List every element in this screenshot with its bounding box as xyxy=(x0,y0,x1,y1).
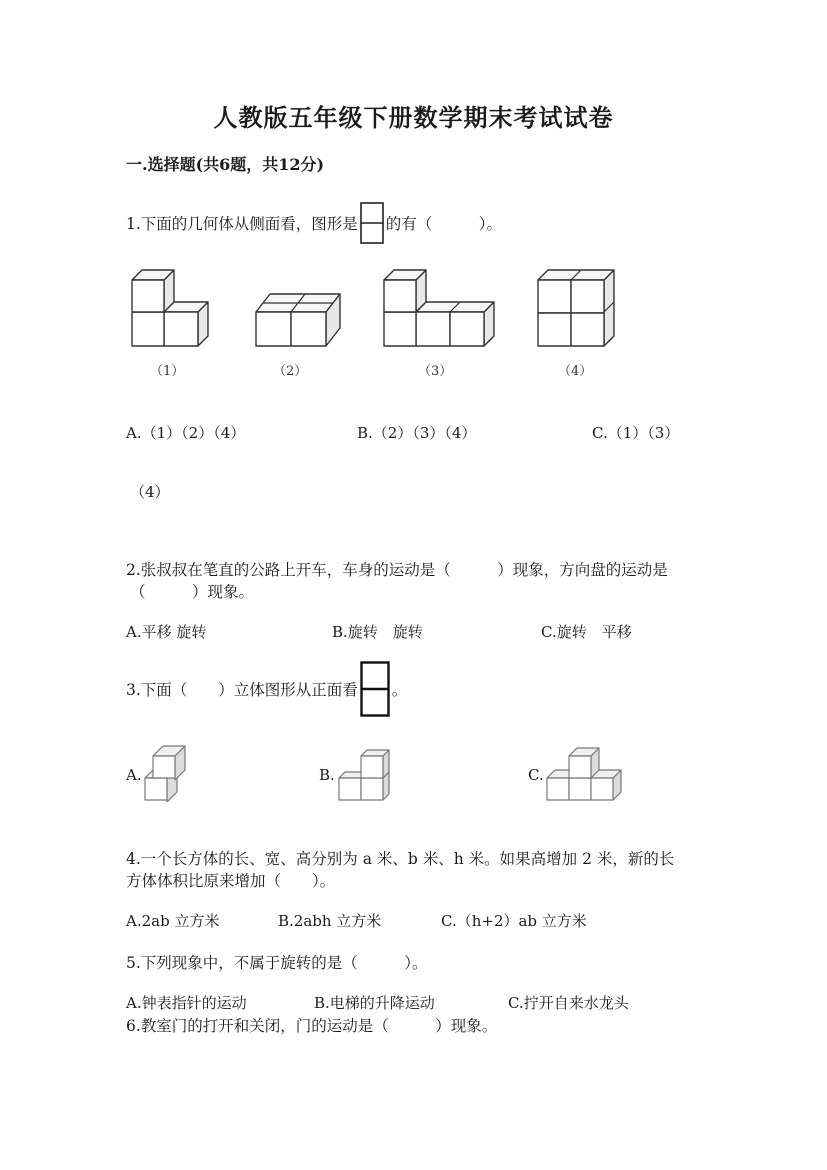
question-5-stem: 5.下列现象中，不属于旋转的是（ ）。 xyxy=(126,954,428,972)
question-1-text-after: 的有（ ）。 xyxy=(385,215,503,233)
question-1-option-b[interactable]: B.（2）（3）（4） xyxy=(357,424,477,442)
question-1-option-a[interactable]: A.（1）（2）（4） xyxy=(126,424,246,442)
question-1-stem xyxy=(126,202,502,248)
question-6-stem: 6.教室门的打开和关闭，门的运动是（ ）现象。 xyxy=(126,1017,498,1035)
question-5-option-b[interactable]: B.电梯的升降运动 xyxy=(314,994,435,1012)
two-square-vertical-icon xyxy=(360,202,384,248)
q3-option-a-figure xyxy=(143,740,187,802)
question-2-option-c[interactable]: C.旋转 平移 xyxy=(541,623,632,641)
question-2-line-1: 2.张叔叔在笔直的公路上开车，车身的运动是（ ）现象，方向盘的运动是 xyxy=(126,561,668,579)
page-title: 人教版五年级下册数学期末考试试卷 xyxy=(213,103,614,132)
question-5-option-a[interactable]: A.钟表指针的运动 xyxy=(126,994,247,1012)
question-4-line-1: 4.一个长方体的长、宽、高分别为 a 米、b 米、h 米。如果高增加 2 米，新的长 xyxy=(126,850,675,868)
question-3-text-after: 。 xyxy=(391,681,408,699)
question-5-option-c[interactable]: C.拧开自来水龙头 xyxy=(508,994,629,1012)
q1-figure-1-label: （1） xyxy=(150,364,185,379)
question-1-option-c-continued: （4） xyxy=(130,483,170,501)
q1-figure-3-label: （3） xyxy=(418,364,453,379)
question-1-option-c[interactable]: C.（1）（3） xyxy=(592,424,680,442)
question-3-option-b[interactable]: B. xyxy=(319,766,335,784)
q3-option-c-figure xyxy=(545,746,625,802)
question-3-option-c[interactable]: C. xyxy=(528,766,544,784)
q1-figure-4 xyxy=(536,266,620,350)
question-3-stem xyxy=(126,661,407,721)
q1-figure-1 xyxy=(130,266,214,350)
section-heading: 一.选择题(共6题，共12分) xyxy=(126,155,325,174)
question-2-option-b[interactable]: B.旋转 旋转 xyxy=(332,623,423,641)
q1-figure-4-label: （4） xyxy=(558,364,593,379)
question-3-text-before: 3.下面（ ）立体图形从正面看 xyxy=(126,681,358,699)
question-4-line-2: 方体体积比原来增加（ ）。 xyxy=(126,872,336,890)
q1-figure-2 xyxy=(252,290,344,350)
q1-figure-3 xyxy=(382,266,498,350)
question-3-option-a[interactable]: A. xyxy=(126,766,142,784)
tall-two-square-vertical-icon xyxy=(360,661,390,721)
question-2-option-a[interactable]: A.平移 旋转 xyxy=(126,623,207,641)
question-2-line-2: （ ）现象。 xyxy=(130,583,255,601)
question-1-text-before: 1.下面的几何体从侧面看，图形是 xyxy=(126,215,358,233)
question-4-option-c[interactable]: C.（h+2）ab 立方米 xyxy=(441,912,587,930)
q1-figure-2-label: （2） xyxy=(273,364,308,379)
question-4-option-b[interactable]: B.2abh 立方米 xyxy=(278,912,382,930)
q3-option-b-figure xyxy=(337,746,393,802)
question-4-option-a[interactable]: A.2ab 立方米 xyxy=(126,912,220,930)
